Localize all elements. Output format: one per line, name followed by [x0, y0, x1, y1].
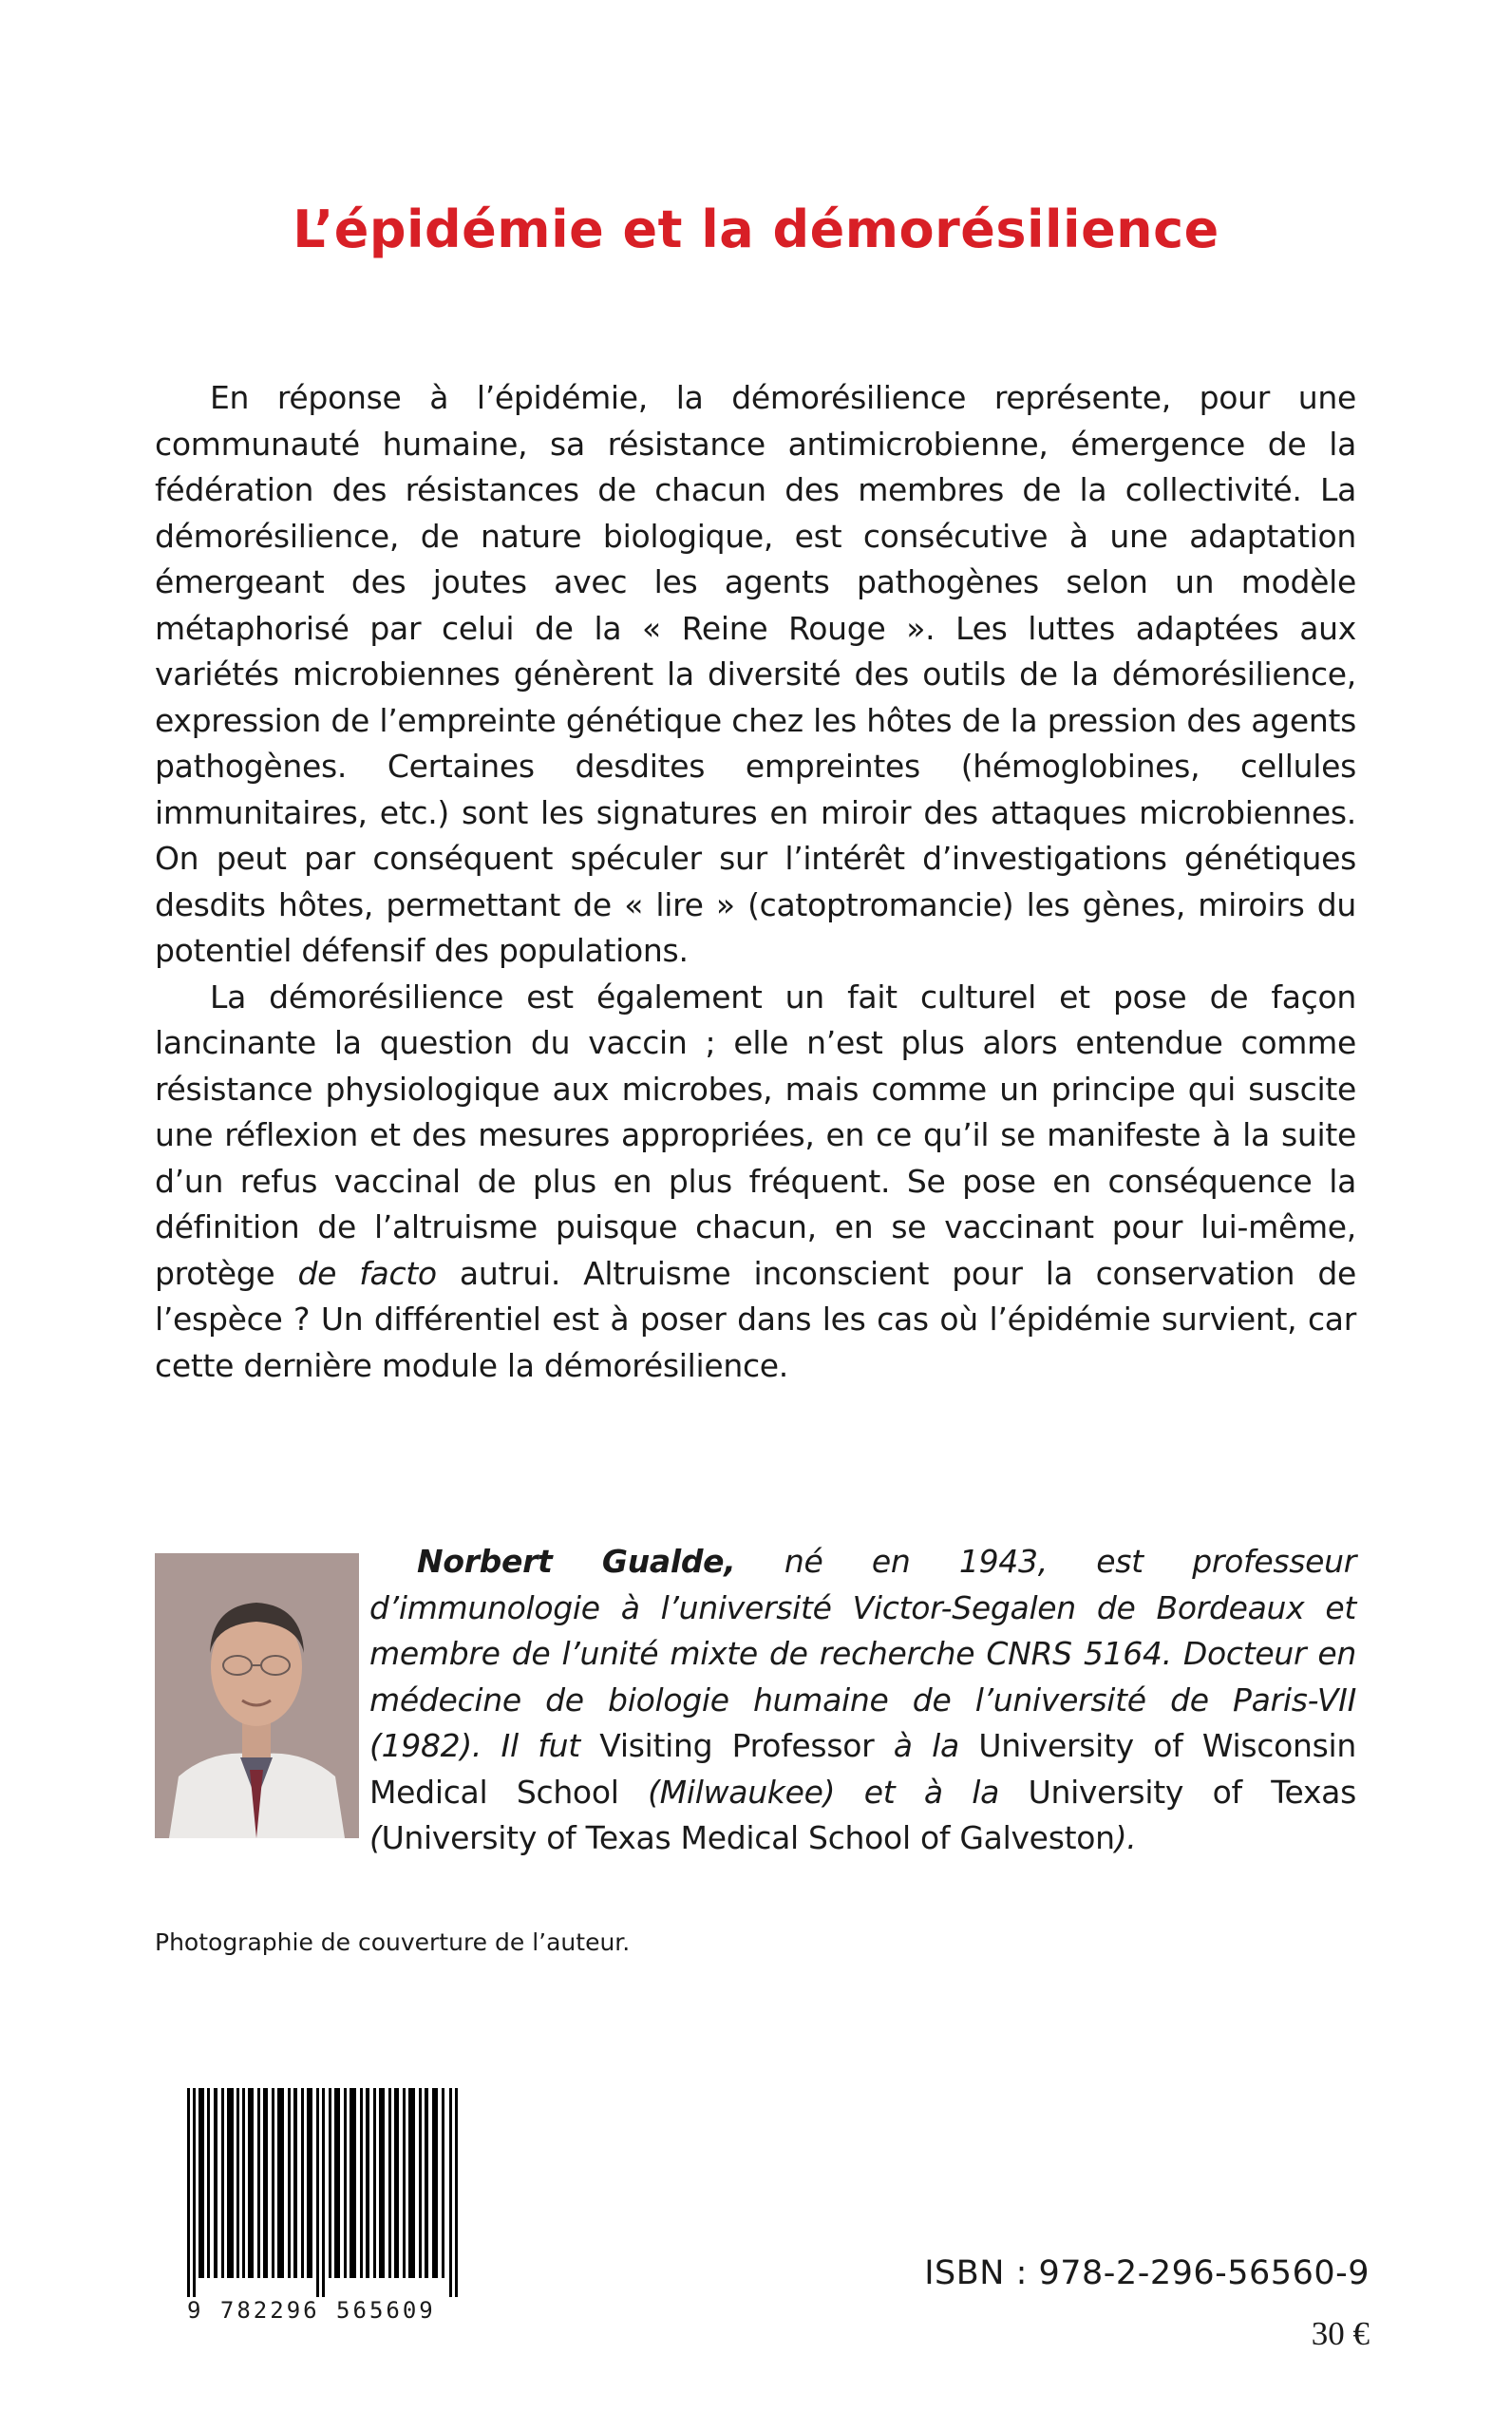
barcode	[187, 2088, 458, 2297]
author-section	[155, 1501, 1356, 1881]
author-name: Norbert Gualde,	[417, 1543, 736, 1580]
barcode-digits: 9 782296 565609	[187, 2297, 436, 2324]
price: 30 €	[1311, 2315, 1370, 2352]
summary-paragraph-1: En réponse à l’épidémie, la démorésilience représente, pour une communauté humaine, sa résistance antimicrobienne, émergence de la fédération des résistances de chacun des membres de la collectivité. La démorésilience, de nature biologique, est consécutive à une adaptation émergeant des joutes avec les agents pathogènes selon un modèle métaphorisé par celui de la « Reine Rouge ». Les luttes adaptées aux variétés microbiennes génèrent la diversité des outils de la démorésilience, expression de l’empreinte génétique chez les hôtes de la pression des agents pathogènes. Certaines desdites empreintes (hémoglobines, cellules immunitaires, etc.) sont les signatures en miroir des attaques microbiennes. On peut par conséquent spéculer sur l’intérêt d’investigations génétiques desdits hôtes, permettant de « lire » (catoptromancie) les gènes, miroirs du potentiel défensif des populations.	[155, 379, 1356, 969]
summary-text	[155, 375, 1356, 1389]
isbn: ISBN : 978-2-296-56560-9	[924, 2254, 1370, 2292]
photo-credit: Photographie de couverture de l’auteur.	[155, 1928, 631, 1956]
summary-paragraph-2: La démorésilience est également un fait culturel et pose de façon lancinante la question du vaccin ; elle n’est plus alors entendue comme résistance physiologique aux microbes, mais comme un principe qui suscite une réflexion et des mesures appropriées, en ce qu’il se manifeste à la suite d’un refus vaccinal de plus en plus fréquent. Se pose en conséquence la définition de l’altruisme puisque chacun, en se vaccinant pour lui-même, protège de facto autrui. Altruisme inconscient pour la conservation de l’espèce ? Un différentiel est à poser dans les cas où l’épidémie survient, car cette dernière module la démorésilience.	[155, 978, 1357, 1384]
book-title: L’épidémie et la démorésilience	[293, 199, 1219, 259]
author-photo	[155, 1553, 359, 1838]
author-bio: Norbert Gualde, né en 1943, est professeur d’immunologie à l’université Victor-Segalen de Bordeaux et membre de l’unité mixte de recherche CNRS 5164. Docteur en médecine de biologie humaine de l’université de Paris-VII (1982). Il fut Visiting Professor à la University of Wisconsin Medical School (Milwaukee) et à la University of Texas (University of Texas Medical School of Galveston).	[369, 1543, 1356, 1856]
